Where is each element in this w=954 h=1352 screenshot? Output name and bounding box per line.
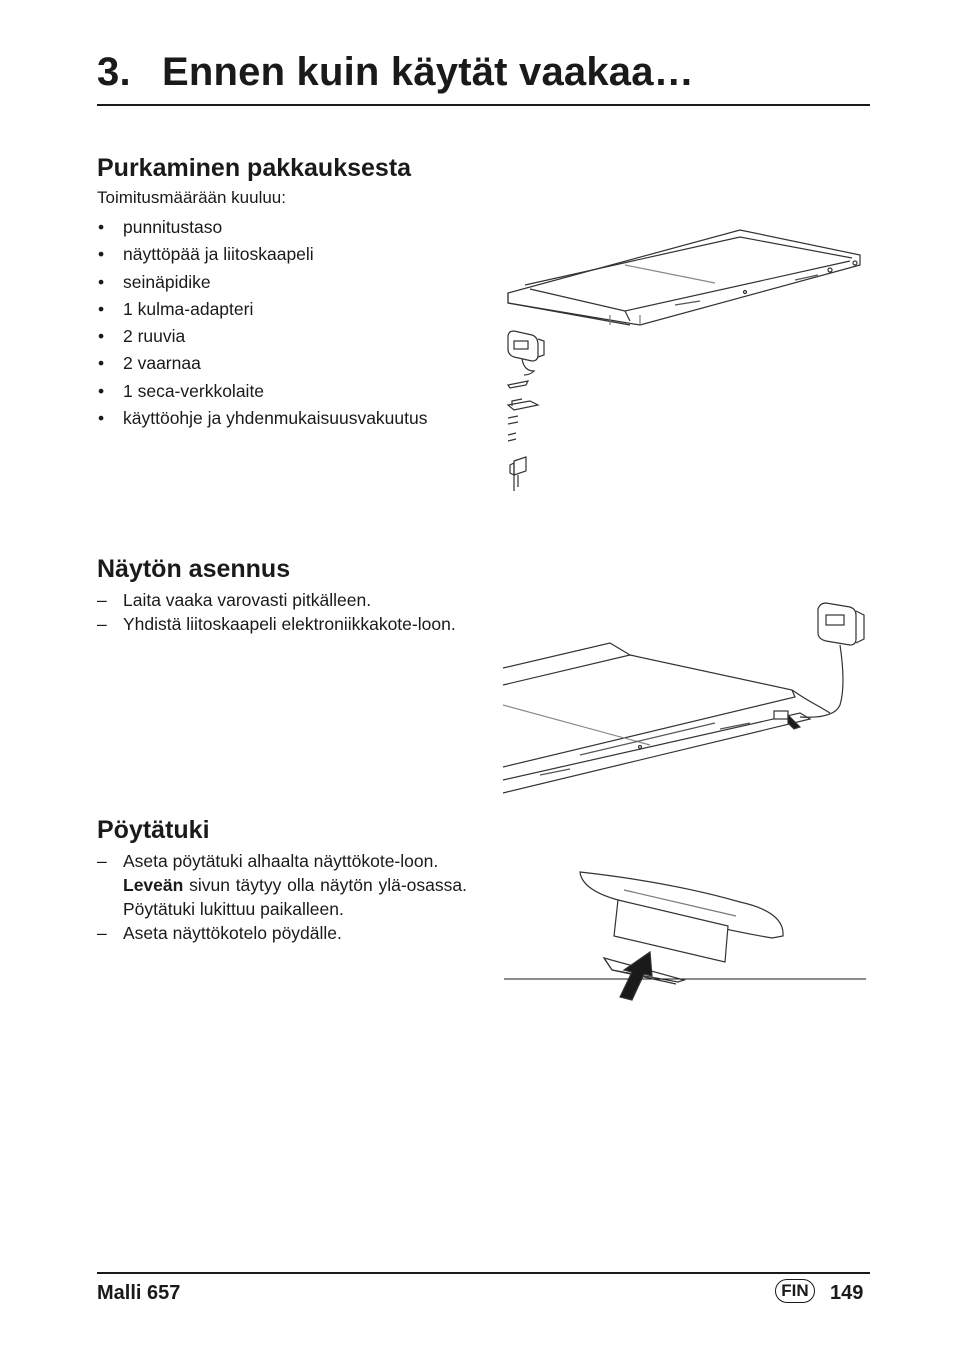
delivery-intro: Toimitusmäärään kuuluu: — [97, 188, 286, 207]
step-note: sivun täytyy olla näytön ylä-osassa. Pöytätuki lukittuu paikalleen. — [123, 875, 467, 919]
section-heading-display-install: Näytön asennus — [97, 555, 291, 583]
chapter-title: Ennen kuin käytät vaakaa… — [162, 50, 694, 94]
list-item: • 2 vaarnaa — [97, 350, 467, 377]
table-stand-illustration — [500, 860, 870, 1005]
delivery-list — [97, 214, 467, 432]
list-item: • 1 kulma-adapteri — [97, 296, 467, 323]
list-item: • seinäpidike — [97, 269, 467, 296]
cable-connection-illustration — [500, 595, 870, 800]
footer-model: Malli 657 — [97, 1282, 181, 1304]
list-item — [97, 849, 467, 921]
list-item: • 1 seca-verkkolaite — [97, 378, 467, 405]
display-housing-drawing — [580, 872, 783, 962]
section-heading-unpacking: Purkaminen pakkauksesta — [97, 154, 412, 182]
list-item: – Yhdistä liitoskaapeli elektroniikkakote-loon. — [97, 612, 467, 636]
list-item: • punnitustaso — [97, 214, 467, 241]
footer-rule — [97, 1272, 870, 1274]
accessories-drawing — [508, 381, 538, 491]
section-table-stand — [97, 815, 467, 945]
section-unpacking — [97, 153, 467, 432]
section-display-install — [97, 554, 467, 636]
list-item: – Laita vaaka varovasti pitkälleen. — [97, 588, 467, 612]
section-heading-table-stand: Pöytätuki — [97, 816, 210, 844]
list-item: • näyttöpää ja liitoskaapeli — [97, 241, 467, 268]
display-install-steps — [97, 588, 467, 636]
display-head-drawing — [508, 331, 544, 375]
table-stand-steps — [97, 849, 467, 945]
step-text: Aseta pöytätuki alhaalta näyttökote-loon. — [123, 851, 439, 871]
platform-drawing — [508, 230, 860, 325]
bold-term: Leveän — [123, 875, 184, 895]
title-rule — [97, 104, 870, 106]
chapter-number: 3. — [97, 50, 131, 94]
language-badge: FIN — [775, 1279, 815, 1303]
page-number: 149 — [830, 1282, 864, 1304]
list-item: • 2 ruuvia — [97, 323, 467, 350]
display-head-drawing — [800, 603, 864, 717]
list-item: • käyttöohje ja yhdenmukaisuusvakuutus — [97, 405, 467, 432]
list-item: – Aseta näyttökotelo pöydälle. — [97, 921, 467, 945]
page-title — [97, 50, 694, 95]
delivery-contents-illustration — [500, 225, 870, 500]
